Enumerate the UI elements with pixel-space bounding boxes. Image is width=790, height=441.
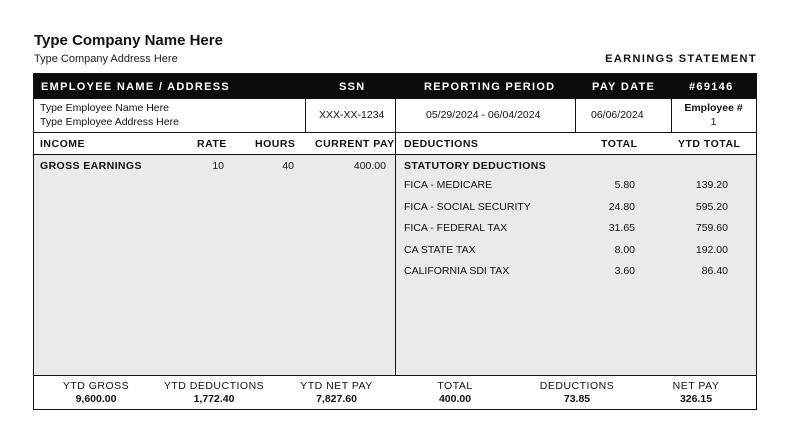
- deduction-label: FICA - MEDICARE: [404, 179, 493, 191]
- income-label: GROSS EARNINGS: [40, 160, 142, 172]
- footer-value: 73.85: [563, 393, 591, 405]
- company-name: Type Company Name Here: [34, 32, 223, 49]
- income-current-pay: 400.00: [353, 160, 386, 172]
- employee-address: Type Employee Address Here: [40, 116, 179, 128]
- statutory-deductions-label: STATUTORY DEDUCTIONS: [404, 160, 547, 172]
- divider: [575, 99, 576, 132]
- footer-total: [405, 380, 505, 405]
- divider: [305, 99, 306, 132]
- footer-label: DEDUCTIONS: [539, 380, 615, 392]
- deduction-total: 31.65: [608, 222, 635, 234]
- divider: [395, 133, 396, 154]
- header-pay-date: PAY DATE: [592, 81, 656, 93]
- header-ssn: SSN: [339, 81, 366, 93]
- deduction-ytd: 192.00: [695, 244, 728, 256]
- ssn-value: XXX-XX-1234: [319, 109, 385, 121]
- employee-name: Type Employee Name Here: [40, 102, 169, 114]
- footer-value: 400.00: [438, 393, 472, 405]
- footer-label: YTD GROSS: [62, 380, 130, 392]
- footer-label: TOTAL: [437, 380, 473, 392]
- col-ytd-total: YTD TOTAL: [678, 138, 741, 150]
- footer-ytd-gross: [46, 380, 146, 405]
- col-hours: HOURS: [255, 138, 296, 150]
- employee-number-value: 1: [710, 116, 717, 128]
- deduction-ytd: 86.40: [701, 265, 728, 277]
- footer-label: NET PAY: [672, 380, 720, 392]
- deduction-label: CA STATE TAX: [404, 244, 476, 256]
- deduction-total: 8.00: [614, 244, 635, 256]
- column-header-row: [34, 133, 756, 155]
- income-hours: 40: [282, 160, 294, 172]
- earnings-statement-table: [33, 73, 757, 410]
- deduction-total: 24.80: [608, 201, 635, 213]
- pay-date-value: 06/06/2024: [591, 109, 644, 121]
- deduction-ytd: 139.20: [695, 179, 728, 191]
- company-address: Type Company Address Here: [34, 53, 178, 65]
- footer-net-pay: [646, 380, 746, 405]
- earnings-body: [34, 155, 756, 375]
- footer-value: 9,600.00: [75, 393, 117, 405]
- header-period: REPORTING PERIOD: [424, 81, 556, 93]
- deduction-label: CALIFORNIA SDI TAX: [404, 265, 510, 277]
- footer-value: 326.15: [679, 393, 713, 405]
- col-deductions: DEDUCTIONS: [404, 138, 479, 150]
- totals-footer: [34, 375, 756, 409]
- income-rate: 10: [212, 160, 224, 172]
- footer-label: YTD NET PAY: [300, 380, 373, 392]
- employee-info-row: [34, 99, 756, 133]
- footer-value: 1,772.40: [193, 393, 235, 405]
- deduction-total: 3.60: [614, 265, 635, 277]
- deduction-label: FICA - FEDERAL TAX: [404, 222, 508, 234]
- col-rate: RATE: [197, 138, 227, 150]
- statement-title: EARNINGS STATEMENT: [605, 53, 757, 65]
- employee-number-label: Employee #: [684, 102, 743, 114]
- footer-deductions: [527, 380, 627, 405]
- header-bar: [34, 74, 756, 99]
- header-check-number: #69146: [689, 81, 734, 93]
- col-total: TOTAL: [601, 138, 638, 150]
- col-income: INCOME: [40, 138, 85, 150]
- deduction-ytd: 595.20: [695, 201, 728, 213]
- footer-ytd-deductions: [159, 380, 269, 405]
- header-employee: EMPLOYEE NAME / ADDRESS: [41, 81, 231, 93]
- divider: [395, 99, 396, 132]
- divider: [395, 155, 396, 375]
- footer-value: 7,827.60: [316, 393, 357, 405]
- period-value: 05/29/2024 - 06/04/2024: [426, 109, 541, 121]
- deduction-total: 5.80: [614, 179, 635, 191]
- col-current-pay: CURRENT PAY: [315, 138, 395, 150]
- deduction-ytd: 759.60: [695, 222, 728, 234]
- deduction-label: FICA - SOCIAL SECURITY: [404, 201, 531, 213]
- footer-label: YTD DEDUCTIONS: [163, 380, 265, 392]
- footer-ytd-net-pay: [284, 380, 389, 405]
